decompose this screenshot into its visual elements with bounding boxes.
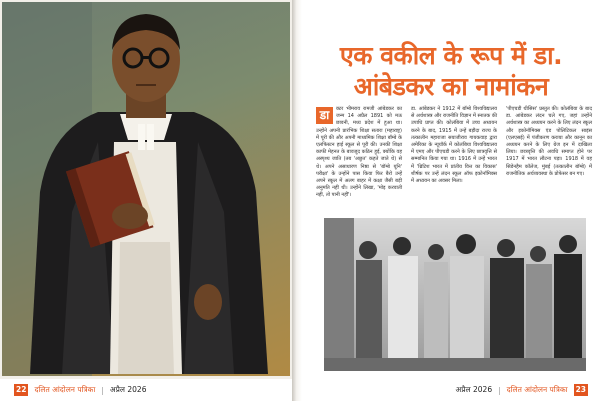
left-page-footer [0, 379, 292, 401]
right-page-footer [302, 379, 600, 401]
footer-separator: | [498, 385, 501, 395]
book-spine [292, 0, 302, 401]
portrait-figure [2, 2, 290, 376]
article-headline [310, 40, 592, 102]
historical-group-photo [324, 218, 586, 371]
page-number-badge: 22 [16, 385, 27, 394]
footer-separator: | [101, 385, 104, 395]
headline-line-1: एक वकील के रूप में डा. [339, 41, 563, 70]
headline-line-2: आंबेडकर का नामांकन [353, 72, 549, 101]
left-page [0, 0, 292, 401]
article-column-3: 'पीएचडी थीसिस' प्रस्तुत की। कोलंबिया के बाद डा. आंबेडकर लंदन चले गए, जहां उन्होंने अर्थशास्त्र का अध्ययन करने के लिए लंदन स्कूल और इकोनॉमिक्स एंड पोलिटिकल साइंस (एलएसई) में पंजीकरण कराया और कानून का अध्ययन करने के लिए ग्रेज इन में दाखिला लिया। छात्रवृत्ति की अवधि समाप्त होने पर 1917 में भारत लौटना पड़ा। 1918 में वह सिडेनहैम कॉलेज, मुंबई (तत्कालीन बॉम्बे) में राजनीतिक अर्थव्यवस्था के प्रोफेसर बन गए। [506, 106, 592, 177]
column-1-text: क्टर भीमराव रामजी आंबेडकर का जन्म 14 अप्रैल 1891 को मऊ छावनी, मध्य प्रदेश में हुआ था। उन्होंने अपनी प्रारंभिक शिक्षा सतारा (महाराष्ट्र) में पूरी की और अपनी माध्यमिक शिक्षा बॉम्बे के एलफिंस्टन हाई स्कूल से पूरी की। उनकी शिक्षा काफी मेहनत के बावजूद कठिन हुई, क्योंकि वह अस्पृश्य जाति (तब 'अछूत' कहते जाते थे) से थे। अपने असाधारण निष्ठा से 'बॉम्बे यूनि' परीक्षा' के उन्होंने पास किया फिर बैरो उन्हें अपने स्कूल में अलग बाहर में कक्षा जैसी बड़ी अनुमति नहीं थी। उन्होंने लिखा, 'मोइ करवाती नहीं, तो पानी नहीं'। [316, 106, 402, 199]
group-photo-figures [324, 218, 586, 371]
magazine-name: दलित आंदोलन पत्रिका [34, 385, 96, 394]
magazine-name: दलित आंदोलन पत्रिका [506, 385, 568, 394]
issue-date: अप्रैल 2026 [109, 385, 147, 394]
issue-date: अप्रैल 2026 [455, 385, 493, 394]
article-body [316, 106, 592, 228]
article-column-1 [316, 106, 402, 200]
page-number-badge: 23 [575, 385, 586, 394]
article-column-2: डा. आंबेडकर ने 1912 में बॉम्बे विश्वविद्यालय से अर्थशास्त्र और राजनीति विज्ञान में स्नातक की उपाधि प्राप्त की। कोलंबिया में उच्च अध्ययन करने के बाद, 1915 में उन्हें बड़ौदा राज्य के तत्कालीन महाराजा सयाजीराव गायकवाड़ द्वारा अमेरिका के न्यूयॉर्क में कोलंबिया विश्वविद्यालय में एमए और पीएचडी करने के लिए छात्रवृत्ति से सम्मानित किया गया था। 1916 में उन्हें भारत में 'ब्रिटिश भारत में प्रांतीय वित्त का विकास' शीर्षक पर उन्हें लंदन स्कूल ऑफ इकोनॉमिक्स में अध्ययन का अवसर मिला। [411, 106, 497, 185]
portrait-painting [2, 2, 290, 376]
drop-cap: डा [316, 107, 333, 124]
right-page [302, 0, 600, 401]
